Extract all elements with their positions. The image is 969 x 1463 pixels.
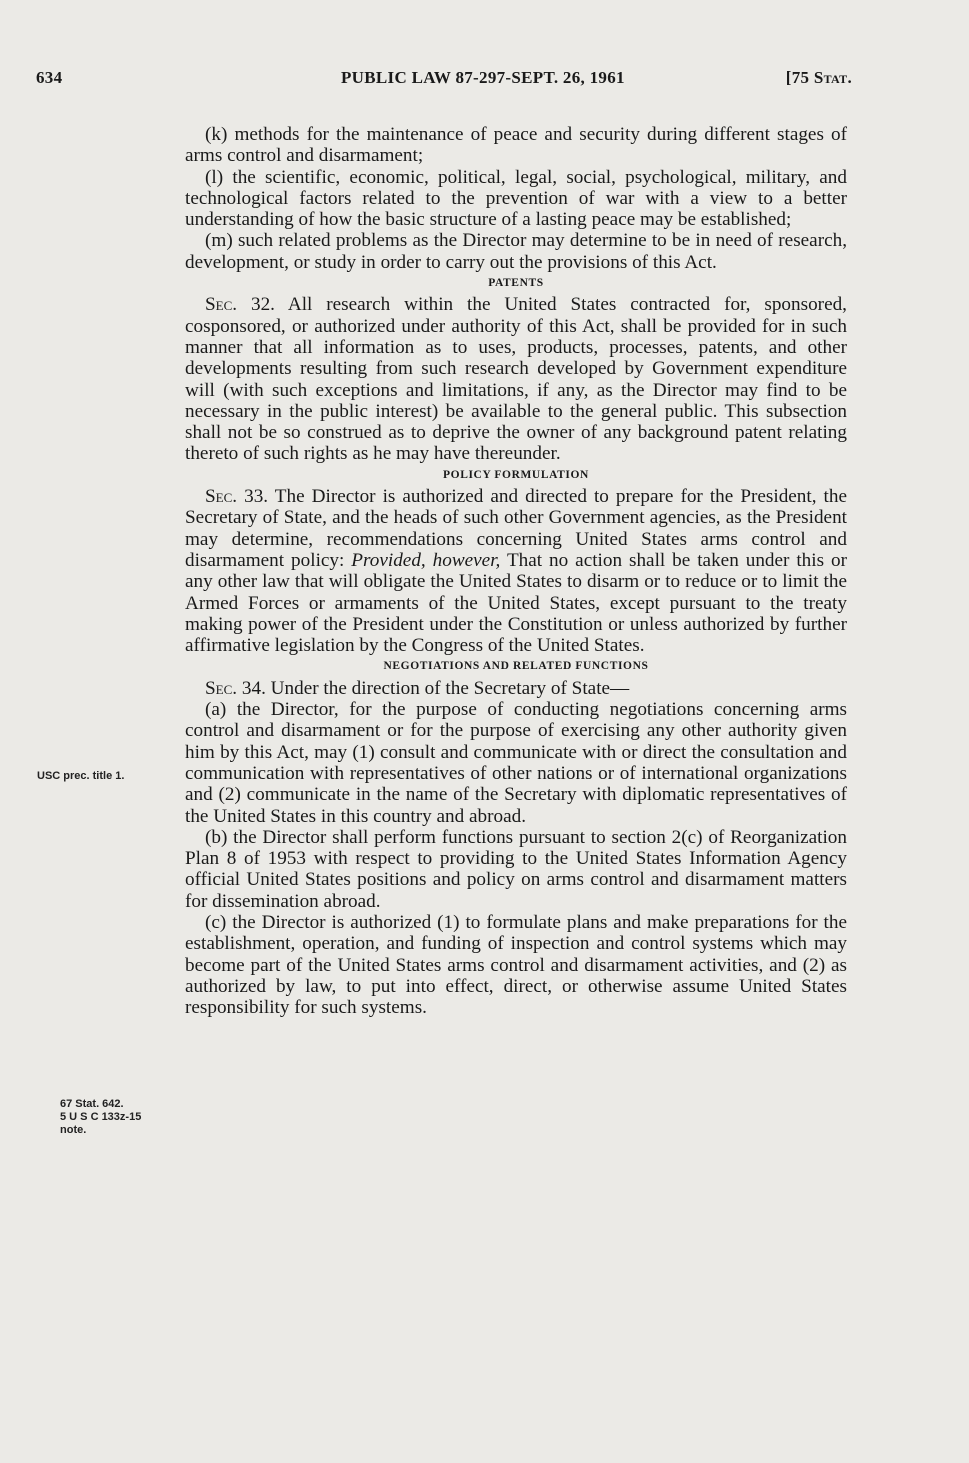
page-header (36, 68, 852, 94)
statute-reference: [75 Stat. (785, 68, 852, 87)
paragraph-l: (l) the scientific, economic, political, legal, social, psychological, military, and technological factors related to the prevention of war with a view to a better understanding of how the basic structure of a lasting peace may be established; (185, 166, 847, 231)
section-33-text-b: That no action shall be taken under this or any other law that will obligate the United States to disarm or to reduce or to limit the Armed Forces or armaments of the United States, except pursuant to the treaty making power of the President under the Constitution or unless authorized by further affirmative legislation by the Congress of the United States. (185, 549, 848, 657)
heading-patents: PATENTS (488, 277, 544, 290)
margin-note-stat-642-line3: note. (60, 1124, 87, 1136)
paragraph-m: (m) such related problems as the Director may determine to be in need of research, development, or study in order to carry out the provisions of this Act. (185, 230, 847, 273)
section-34 (185, 678, 847, 699)
page-number: 634 (36, 68, 63, 87)
margin-note-stat-642 (60, 1098, 141, 1137)
margin-note-stat-642-line2: 5 U S C 133z-15 (60, 1111, 142, 1123)
section-34-label: Sec. 34. (205, 677, 266, 699)
document-body (185, 124, 847, 1018)
section-32 (185, 294, 847, 464)
section-33-text-a: The Director is authorized and directed to prepare for the President, the Secretary of State, and the heads of such other Government agencies, as the President may determine, recommendations concerning United States arms control and disarmament policy: (185, 486, 847, 571)
paragraph-k: (k) methods for the maintenance of peace and security during different stages of arms control and disarmament; (185, 124, 847, 167)
page-title: PUBLIC LAW 87-297-SEPT. 26, 1961 (341, 68, 625, 87)
section-33-label: Sec. 33. (205, 486, 269, 508)
margin-note-usc-prec: USC prec. title 1. (37, 770, 125, 782)
margin-note-stat-642-line1: 67 Stat. 642. (60, 1098, 124, 1110)
section-32-text: All research within the United States contracted for, sponsored, cosponsored, or authorized under authority of this Act, shall be provided for in such manner that all information as to uses, products, processes, patents, and other developments resulting from such research developed by Government expenditure will (with such exceptions and limitations, if any, as the Director may find to be necessary in the public interest) be available to the general public. This subsection shall not be so construed as to deprive the owner of any background patent relating thereto of such rights as he may have thereunder. (185, 294, 847, 465)
section-33-provided: Provided, however, (351, 549, 501, 571)
heading-policy-formulation: POLICY FORMULATION (443, 468, 589, 481)
paragraph-34b: (b) the Director shall perform functions pursuant to section 2(c) of Reorganization Plan 8 of 1953 with respect to providing to the United States Information Agency official United States positions and policy on arms control and disarmament matters for dissemination abroad. (185, 826, 847, 912)
section-33 (185, 486, 847, 656)
paragraph-34a: (a) the Director, for the purpose of conducting negotiations concerning arms control and disarmament or for the purpose of exercising any other authority given him by this Act, may (1) consult and communicate with or direct the consultation and communication with representatives of other nations or of international organizations and (2) communicate in the name of the Secretary with diplomatic representatives of the United States in this country and abroad. (185, 699, 847, 827)
section-32-label: Sec. 32. (205, 294, 275, 316)
section-34-text: Under the direction of the Secretary of State— (270, 677, 630, 699)
paragraph-34c: (c) the Director is authorized (1) to formulate plans and make preparations for the establishment, operation, and funding of inspection and control systems which may become part of the United States arms control and disarmament activities, and (2) as authorized by law, to put into effect, direct, or otherwise assume United States responsibility for such systems. (185, 911, 847, 1019)
heading-negotiations: NEGOTIATIONS AND RELATED FUNCTIONS (383, 660, 649, 673)
